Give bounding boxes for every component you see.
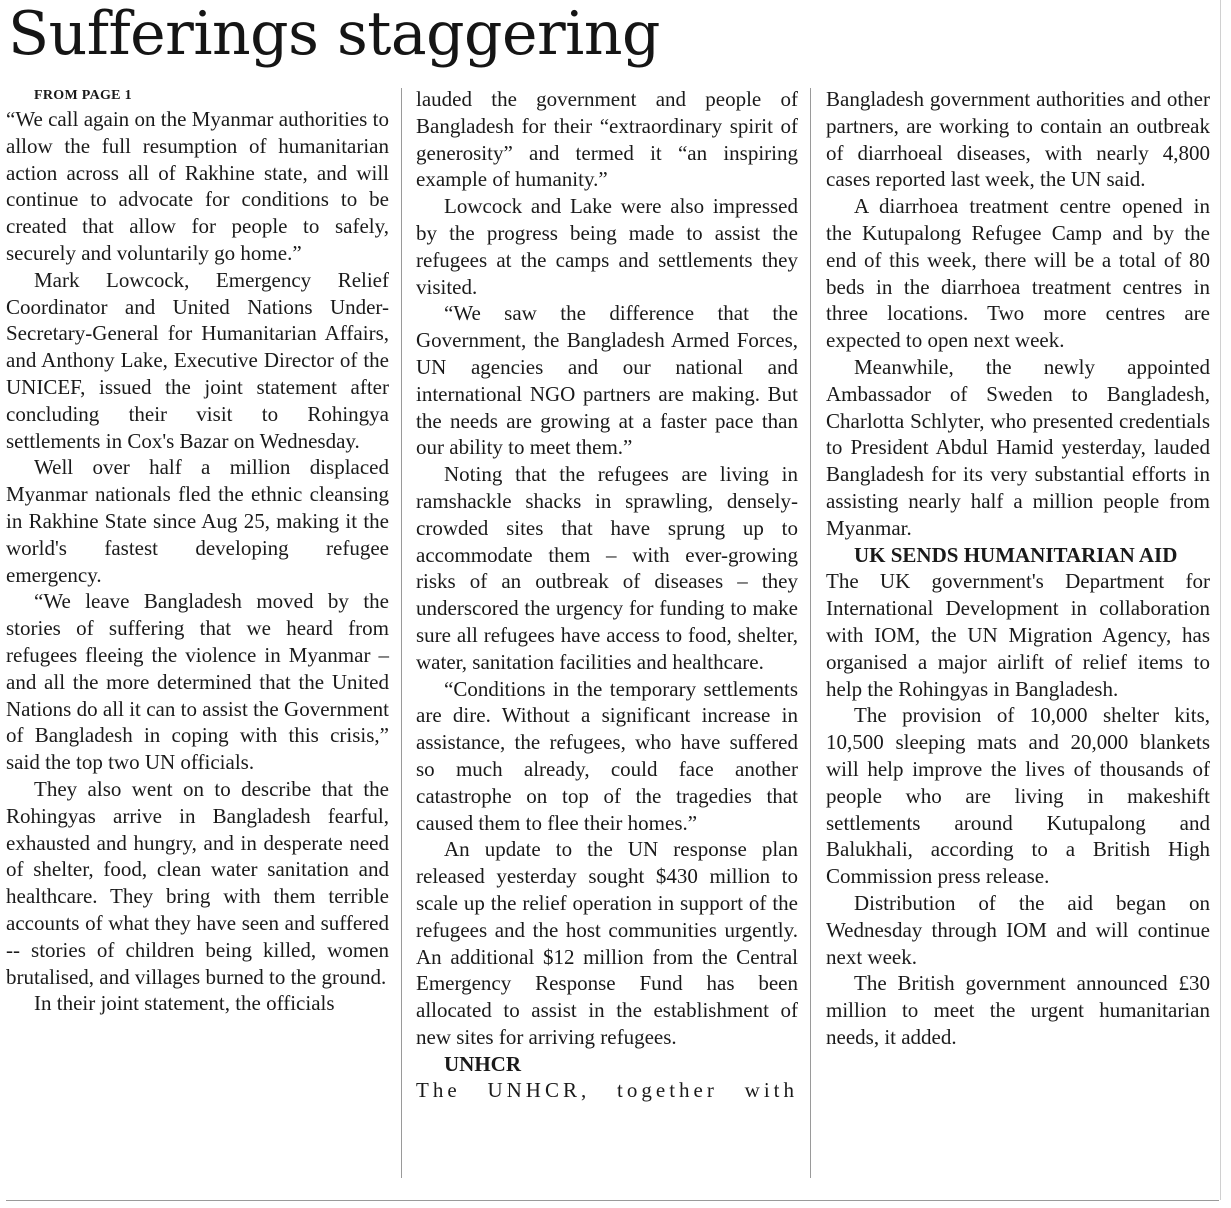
paragraph: “We call again on the Myanmar authorities to allow the full resumption of humanitarian action across all of Rakhine state, and will continue to advocate for conditions to be created that allow for people to safely, securely and voluntarily go home.”	[6, 107, 389, 265]
article-body	[6, 86, 1210, 1186]
paragraph: “We saw the difference that the Government, the Bangladesh Armed Forces, UN agencies and our national and international NGO partners are making. But the needs are growing at a faster pace than our ability to meet them.”	[416, 301, 798, 460]
paragraph: An update to the UN response plan released yesterday sought $430 million to scale up the relief operation in support of the refugees and the host communities urgently. An additional $12 million from the Central Emergency Response Fund has been allocated to assist in the establishment of new sites for arriving refugees.	[416, 837, 798, 1049]
paragraph: The UNHCR, together with	[416, 1078, 798, 1103]
subheading: UNHCR	[444, 1051, 521, 1076]
paragraph: Mark Lowcock, Emergency Relief Coordinator and United Nations Under-Secretary-General for Humanitarian Affairs, and Anthony Lake, Executive Director of the UNICEF, issued the joint statement after concluding their visit to Rohingya settlements in Cox's Bazar on Wednesday.	[6, 267, 389, 453]
paragraph: “Conditions in the temporary settlements are dire. Without a significant increase in assistance, the refugees, who have suffered so much already, could face another catastrophe on top of the tragedies that caused them to flee their homes.”	[416, 676, 798, 835]
paragraph: The provision of 10,000 shelter kits, 10,500 sleeping mats and 20,000 blankets will help improve the lives of thousands of people who are living in makeshift settlements around Kutupalong and Balukhali, according to a British High Commission press release.	[826, 703, 1210, 889]
paragraph: Bangladesh government authorities and other partners, are working to contain an outbreak of diarrhoeal diseases, with nearly 4,800 cases reported last week, the UN said.	[826, 87, 1210, 192]
bottom-rule	[6, 1200, 1219, 1201]
paragraph: Meanwhile, the newly appointed Ambassador of Sweden to Bangladesh, Charlotta Schlyter, who presented credentials to President Abdul Hamid yesterday, lauded Bangladesh for its very substantial efforts in assisting nearly half a million people from Myanmar.	[826, 354, 1210, 540]
column-1	[6, 86, 389, 1186]
subheading: UK SENDS HUMANITARIAN AID	[854, 542, 1178, 567]
right-rule	[1220, 0, 1221, 1200]
kicker: FROM PAGE 1	[34, 88, 132, 103]
paragraph: lauded the government and people of Bangladesh for their “extraordinary spirit of generosity” and termed it “an inspiring example of humanity.”	[416, 87, 798, 192]
headline: Sufferings staggering	[8, 0, 660, 69]
column-3	[826, 86, 1210, 1186]
paragraph: Distribution of the aid began on Wednesday through IOM and will continue next week.	[826, 890, 1210, 969]
paragraph: Noting that the refugees are living in ramshackle shacks in sprawling, densely-crowded sites that have sprung up to accommodate them – with ever-growing risks of an outbreak of diseases – they underscored the urgency for funding to make sure all refugees have access to food, shelter, water, sanitation facilities and healthcare.	[416, 462, 798, 674]
paragraph: Lowcock and Lake were also impressed by the progress being made to assist the refugees at the camps and settlements they visited.	[416, 194, 798, 299]
paragraph: The UK government's Department for International Development in collaboration with IOM, the UN Migration Agency, has organised a major airlift of relief items to help the Rohingyas in Bangladesh.	[826, 569, 1210, 701]
paragraph: Well over half a million displaced Myanmar nationals fled the ethnic cleansing in Rakhine State since Aug 25, making it the world's fastest developing refugee emergency.	[6, 455, 389, 587]
paragraph: “We leave Bangladesh moved by the stories of suffering that we heard from refugees fleeing the violence in Myanmar – and all the more determined that the United Nations do all it can to assist the Government of Bangladesh in coping with this crisis,” said the top two UN officials.	[6, 589, 389, 775]
paragraph: In their joint statement, the officials	[34, 991, 335, 1016]
paragraph: They also went on to describe that the Rohingyas arrive in Bangladesh fearful, exhausted and hungry, and in desperate need of shelter, food, clean water sanitation and healthcare. They bring with them terrible accounts of what they have seen and suffered -- stories of children being killed, women brutalised, and villages burned to the ground.	[6, 776, 389, 989]
column-2	[416, 86, 798, 1186]
paragraph: A diarrhoea treatment centre opened in the Kutupalong Refugee Camp and by the end of this week, there will be a total of 80 beds in the diarrhoea treatment centres in three locations. Two more centres are expected to open next week.	[826, 194, 1210, 353]
paragraph: The British government announced £30 million to meet the urgent humanitarian needs, it added.	[826, 971, 1210, 1049]
